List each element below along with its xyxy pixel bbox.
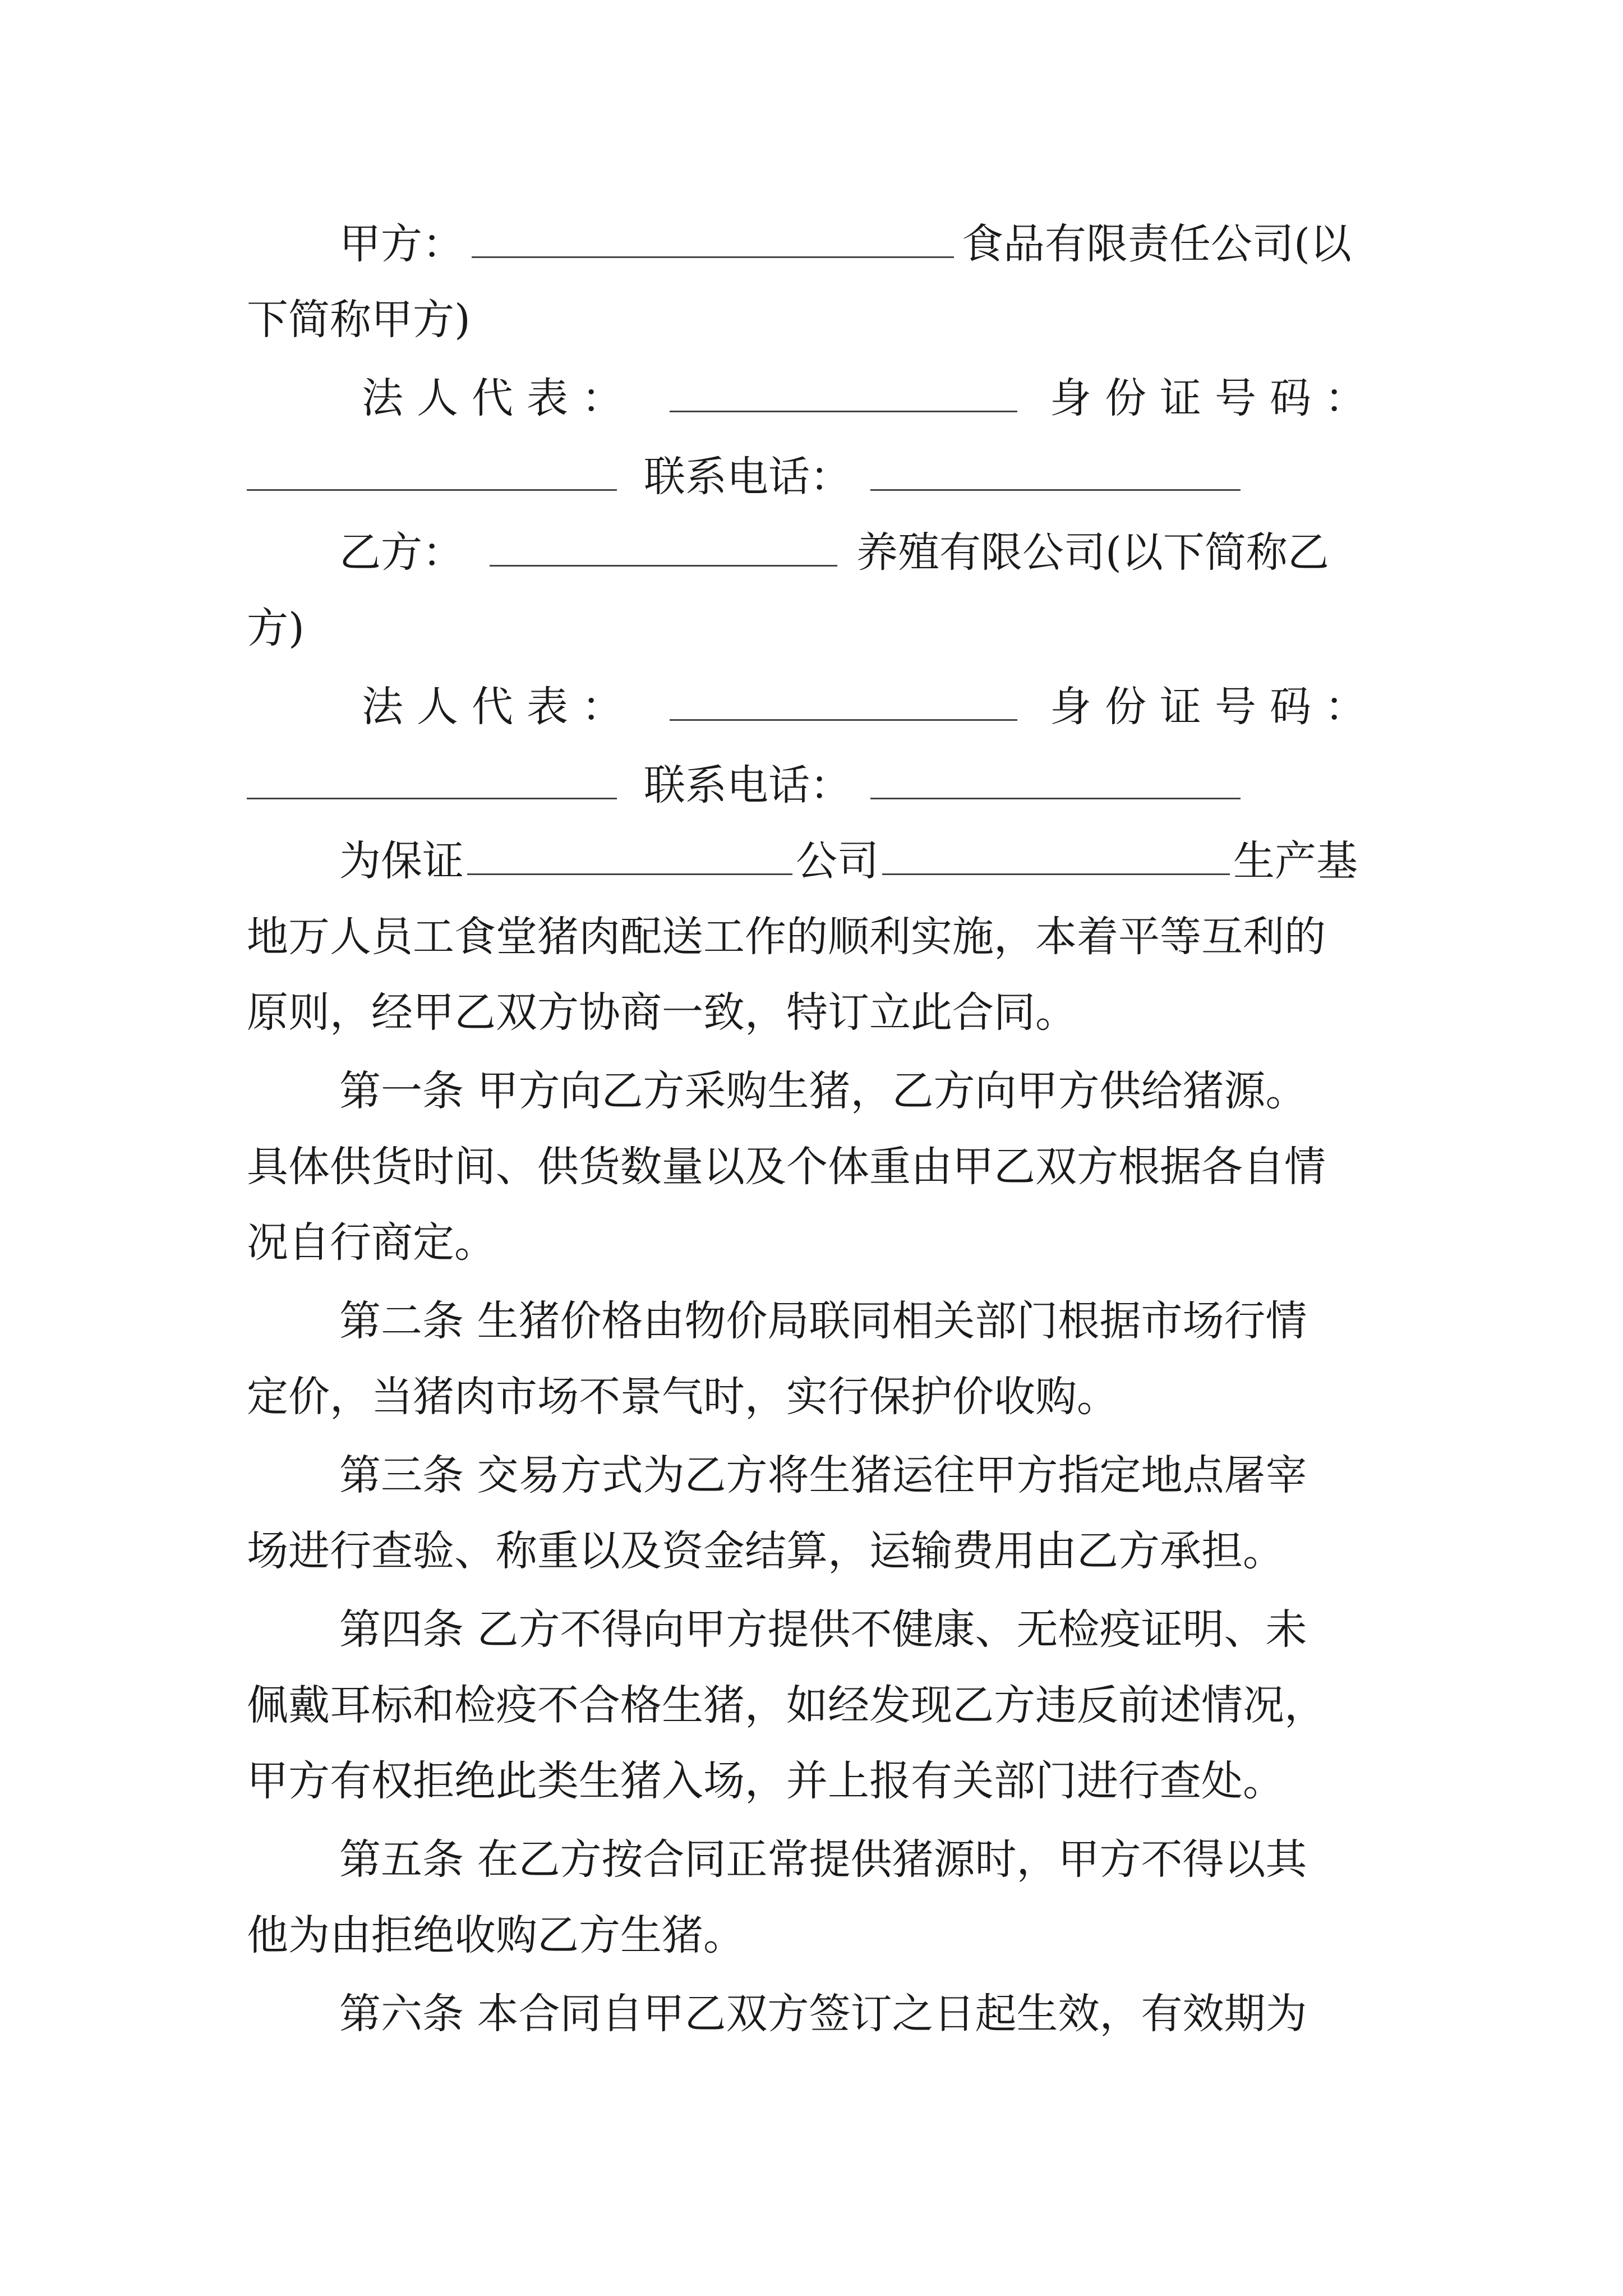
party-a-rep-label: 法人代表：: [362, 374, 637, 422]
preamble-line-3: 原则，经甲乙双方协商一致，特订立此合同。: [247, 988, 1077, 1037]
party-b-rep-line: [362, 679, 1380, 735]
preamble-part-3: 生产基: [1233, 837, 1358, 885]
party-b-id-blank[interactable]: [247, 757, 617, 799]
preamble-part-2: 公司: [796, 837, 879, 885]
party-a-suffix-continued: 下简称甲方): [247, 296, 471, 344]
party-b-phone-blank[interactable]: [870, 757, 1241, 799]
article-3-line-2: 场进行查验、称重以及资金结算，运输费用由乙方承担。: [247, 1527, 1284, 1575]
party-b-suffix: 养殖有限公司(以下简称乙: [856, 528, 1329, 577]
party-a-phone-label: 联系电话：: [644, 453, 851, 501]
preamble-part-1: 为保证: [339, 837, 464, 885]
article-1-line-3: 况自行商定。: [247, 1218, 496, 1267]
article-5-line-1: 第五条 在乙方按合同正常提供猪源时，甲方不得以其: [339, 1835, 1307, 1884]
party-a-suffix: 食品有限责任公司(以: [962, 220, 1352, 268]
article-4-line-3: 甲方有权拒绝此类生猪入场，并上报有关部门进行查处。: [247, 1757, 1284, 1805]
party-a-phone-blank[interactable]: [870, 449, 1241, 491]
party-b-suffix-continued: 方): [247, 604, 305, 652]
party-a-id-label: 身份证号码：: [1050, 374, 1380, 422]
party-b-line: [339, 524, 1380, 581]
party-a-line: [339, 216, 1380, 272]
party-a-label: 甲方：: [339, 220, 464, 268]
article-2-line-1: 第二条 生猪价格由物价局联同相关部门根据市场行情: [339, 1297, 1307, 1345]
party-b-rep-label: 法人代表：: [362, 683, 637, 731]
party-a-name-blank[interactable]: [472, 216, 954, 258]
party-b-id-phone-line: [247, 757, 1380, 813]
article-4-line-2: 佩戴耳标和检疫不合格生猪，如经发现乙方违反前述情况，: [247, 1681, 1326, 1729]
article-4-line-1: 第四条 乙方不得向甲方提供不健康、无检疫证明、未: [339, 1605, 1307, 1654]
party-b-rep-blank[interactable]: [670, 679, 1017, 721]
preamble-company-blank[interactable]: [467, 833, 792, 875]
preamble-line-2: 地万人员工食堂猪肉配送工作的顺利实施，本着平等互利的: [247, 913, 1326, 961]
party-b-phone-label: 联系电话：: [644, 761, 851, 809]
preamble-base-blank[interactable]: [882, 833, 1230, 875]
party-b-id-label: 身份证号码：: [1050, 683, 1380, 731]
party-a-id-phone-line: [247, 449, 1380, 505]
article-6-line-1: 第六条 本合同自甲乙双方签订之日起生效，有效期为: [339, 1990, 1307, 2038]
article-5-line-2: 他为由拒绝收购乙方生猪。: [247, 1911, 745, 1959]
party-a-id-blank[interactable]: [247, 449, 617, 491]
party-b-label: 乙方：: [339, 528, 464, 577]
party-b-name-blank[interactable]: [490, 524, 837, 567]
article-2-line-2: 定价，当猪肉市场不景气时，实行保护价收购。: [247, 1373, 1118, 1421]
party-a-rep-blank[interactable]: [670, 370, 1017, 412]
article-1-line-2: 具体供货时间、供货数量以及个体重由甲乙双方根据各自情: [247, 1143, 1326, 1191]
party-a-rep-line: [362, 370, 1380, 426]
article-1-line-1: 第一条 甲方向乙方采购生猪，乙方向甲方供给猪源。: [339, 1067, 1307, 1115]
article-3-line-1: 第三条 交易方式为乙方将生猪运往甲方指定地点屠宰: [339, 1451, 1307, 1499]
preamble-line-1: [339, 833, 1380, 889]
